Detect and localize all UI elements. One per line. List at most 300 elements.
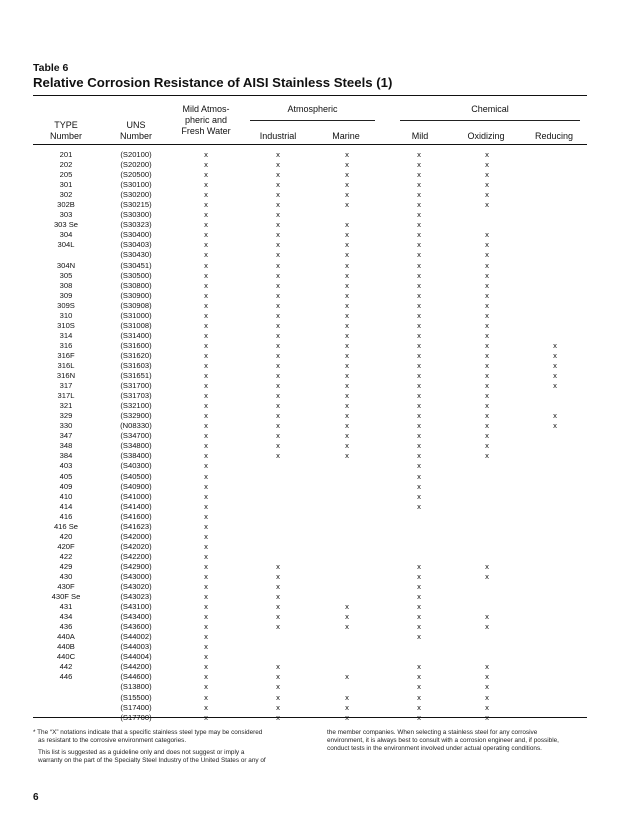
table-label: Table 6 — [33, 62, 69, 74]
header-rule — [33, 144, 587, 145]
cell-mild-fresh-water: x — [204, 310, 208, 320]
cell-mild-fresh-water: x — [204, 461, 208, 471]
cell-uns: (S44002) — [120, 632, 152, 642]
cell-marine: x — [345, 712, 349, 722]
cell-marine: x — [345, 290, 349, 300]
cell-oxidizing: x — [485, 451, 489, 461]
cell-mild-fresh-water: x — [204, 260, 208, 270]
cell-oxidizing: x — [485, 411, 489, 421]
page-number: 6 — [33, 792, 39, 803]
table-row — [0, 341, 638, 351]
cell-industrial: x — [276, 150, 280, 159]
cell-type: 304 — [59, 230, 73, 240]
cell-uns: (S32900) — [120, 411, 152, 421]
footnote-asterisk-line2: as resistant to the corrosive environment categories. — [38, 737, 187, 744]
cell-mild-fresh-water: x — [204, 240, 208, 250]
cell-oxidizing: x — [485, 612, 489, 622]
cell-mild-fresh-water: x — [204, 521, 208, 531]
cell-oxidizing: x — [485, 571, 489, 581]
cell-marine: x — [345, 250, 349, 260]
table-row — [0, 512, 638, 522]
cell-chemical-mild: x — [417, 330, 421, 340]
table-row — [0, 240, 638, 250]
cell-chemical-mild: x — [417, 592, 421, 602]
cell-uns: (S40300) — [120, 461, 152, 471]
cell-uns: (N08330) — [120, 421, 152, 431]
cell-type: 201 — [59, 150, 73, 159]
cell-type: 431 — [59, 602, 73, 612]
header-mild-line3: Fresh Water — [181, 126, 231, 136]
cell-marine: x — [345, 190, 349, 200]
cell-oxidizing: x — [485, 240, 489, 250]
cell-type: 316F — [57, 350, 75, 360]
cell-uns: (S38400) — [120, 451, 152, 461]
cell-uns: (S32100) — [120, 401, 152, 411]
cell-chemical-mild: x — [417, 582, 421, 592]
table-row — [0, 622, 638, 632]
cell-mild-fresh-water: x — [204, 692, 208, 702]
table-row — [0, 492, 638, 502]
cell-chemical-mild: x — [417, 290, 421, 300]
cell-mild-fresh-water: x — [204, 170, 208, 180]
cell-industrial: x — [276, 310, 280, 320]
cell-industrial: x — [276, 260, 280, 270]
cell-mild-fresh-water: x — [204, 230, 208, 240]
cell-marine: x — [345, 230, 349, 240]
cell-uns: (S30403) — [120, 240, 152, 250]
cell-uns: (S31008) — [120, 320, 152, 330]
cell-uns: (S30451) — [120, 260, 152, 270]
table-row — [0, 682, 638, 692]
cell-reducing: x — [553, 340, 557, 350]
cell-oxidizing: x — [485, 391, 489, 401]
cell-uns: (S41623) — [120, 521, 152, 531]
cell-oxidizing: x — [485, 662, 489, 672]
footnote-right-line3: conduct tests in the environment involved under actual operating conditions. — [327, 745, 542, 752]
cell-chemical-mild: x — [417, 360, 421, 370]
cell-uns: (S43023) — [120, 592, 152, 602]
cell-type: 309 — [59, 290, 73, 300]
cell-industrial: x — [276, 200, 280, 210]
cell-oxidizing: x — [485, 310, 489, 320]
cell-type: 430F — [57, 582, 75, 592]
cell-mild-fresh-water: x — [204, 200, 208, 210]
table-row — [0, 371, 638, 381]
cell-chemical-mild: x — [417, 561, 421, 571]
cell-type: 317 — [59, 381, 73, 391]
cell-uns: (S44200) — [120, 662, 152, 672]
cell-uns: (S31400) — [120, 330, 152, 340]
cell-uns: (S31603) — [120, 360, 152, 370]
cell-oxidizing: x — [485, 180, 489, 190]
table-row — [0, 200, 638, 210]
table-row — [0, 582, 638, 592]
table-row — [0, 351, 638, 361]
table-row — [0, 562, 638, 572]
cell-type: 321 — [59, 401, 73, 411]
cell-mild-fresh-water: x — [204, 441, 208, 451]
cell-marine: x — [345, 622, 349, 632]
table-row — [0, 703, 638, 713]
cell-uns: (S41000) — [120, 491, 152, 501]
cell-chemical-mild: x — [417, 371, 421, 381]
cell-industrial: x — [276, 441, 280, 451]
cell-type: 420F — [57, 541, 75, 551]
cell-uns: (S30215) — [120, 200, 152, 210]
cell-oxidizing: x — [485, 441, 489, 451]
cell-mild-fresh-water: x — [204, 401, 208, 411]
cell-industrial: x — [276, 190, 280, 200]
cell-mild-fresh-water: x — [204, 511, 208, 521]
cell-type: 305 — [59, 270, 73, 280]
cell-type: 329 — [59, 411, 73, 421]
cell-marine: x — [345, 360, 349, 370]
cell-industrial: x — [276, 622, 280, 632]
cell-uns: (S20200) — [120, 160, 152, 170]
cell-marine: x — [345, 411, 349, 421]
cell-oxidizing: x — [485, 160, 489, 170]
cell-type: 303 Se — [53, 220, 79, 230]
cell-uns: (S13800) — [120, 682, 152, 692]
header-uns-line1: UNS — [126, 120, 146, 130]
cell-industrial: x — [276, 672, 280, 682]
cell-chemical-mild: x — [417, 350, 421, 360]
cell-oxidizing: x — [485, 672, 489, 682]
cell-oxidizing: x — [485, 381, 489, 391]
header-type-line2: Number — [49, 131, 82, 141]
cell-reducing: x — [553, 421, 557, 431]
cell-marine: x — [345, 270, 349, 280]
cell-mild-fresh-water: x — [204, 391, 208, 401]
table-row — [0, 331, 638, 341]
cell-uns: (S44004) — [120, 652, 152, 662]
cell-uns: (S34800) — [120, 441, 152, 451]
cell-oxidizing: x — [485, 260, 489, 270]
cell-uns: (S30430) — [120, 250, 152, 260]
cell-mild-fresh-water: x — [204, 290, 208, 300]
table-row — [0, 451, 638, 461]
cell-reducing: x — [553, 350, 557, 360]
cell-marine: x — [345, 391, 349, 401]
cell-mild-fresh-water: x — [204, 250, 208, 260]
cell-oxidizing: x — [485, 330, 489, 340]
cell-oxidizing: x — [485, 421, 489, 431]
cell-marine: x — [345, 692, 349, 702]
cell-mild-fresh-water: x — [204, 642, 208, 652]
cell-uns: (S30300) — [120, 210, 152, 220]
table-row — [0, 542, 638, 552]
cell-industrial: x — [276, 220, 280, 230]
cell-type: 310S — [57, 320, 75, 330]
footnote-guideline-line1: This list is suggested as a guideline only and does not suggest or imply a — [38, 749, 245, 756]
cell-mild-fresh-water: x — [204, 481, 208, 491]
cell-industrial: x — [276, 250, 280, 260]
cell-industrial: x — [276, 421, 280, 431]
cell-chemical-mild: x — [417, 491, 421, 501]
cell-mild-fresh-water: x — [204, 662, 208, 672]
cell-mild-fresh-water: x — [204, 491, 208, 501]
table-row — [0, 632, 638, 642]
cell-marine: x — [345, 170, 349, 180]
cell-marine: x — [345, 160, 349, 170]
cell-chemical-mild: x — [417, 150, 421, 159]
footnote-asterisk-line1: * The “X” notations indicate that a specific stainless steel type may be considered — [33, 729, 263, 736]
cell-industrial: x — [276, 582, 280, 592]
header-chemical-mild: Mild — [411, 131, 429, 141]
cell-uns: (S42020) — [120, 541, 152, 551]
cell-type: 409 — [59, 481, 73, 491]
cell-industrial: x — [276, 612, 280, 622]
cell-mild-fresh-water: x — [204, 360, 208, 370]
cell-mild-fresh-water: x — [204, 150, 208, 159]
cell-chemical-mild: x — [417, 320, 421, 330]
table-row — [0, 301, 638, 311]
cell-mild-fresh-water: x — [204, 712, 208, 722]
cell-chemical-mild: x — [417, 481, 421, 491]
cell-oxidizing: x — [485, 360, 489, 370]
cell-marine: x — [345, 421, 349, 431]
cell-mild-fresh-water: x — [204, 622, 208, 632]
table-row — [0, 472, 638, 482]
cell-reducing: x — [553, 371, 557, 381]
cell-mild-fresh-water: x — [204, 210, 208, 220]
cell-type: 316N — [56, 371, 76, 381]
table-title: Relative Corrosion Resistance of AISI Stainless Steels (1) — [33, 75, 393, 90]
cell-type: 202 — [59, 160, 73, 170]
cell-uns: (S31703) — [120, 391, 152, 401]
cell-type: 205 — [59, 170, 73, 180]
cell-industrial: x — [276, 230, 280, 240]
cell-uns: (S20500) — [120, 170, 152, 180]
cell-marine: x — [345, 602, 349, 612]
cell-type: 440C — [56, 652, 76, 662]
cell-chemical-mild: x — [417, 441, 421, 451]
cell-industrial: x — [276, 391, 280, 401]
table-row — [0, 261, 638, 271]
cell-uns: (S30800) — [120, 280, 152, 290]
cell-oxidizing: x — [485, 320, 489, 330]
cell-marine: x — [345, 320, 349, 330]
cell-chemical-mild: x — [417, 571, 421, 581]
table-row — [0, 180, 638, 190]
cell-uns: (S30400) — [120, 230, 152, 240]
cell-type: 416 Se — [53, 521, 79, 531]
cell-industrial: x — [276, 692, 280, 702]
table-row — [0, 391, 638, 401]
cell-chemical-mild: x — [417, 240, 421, 250]
cell-type: 348 — [59, 441, 73, 451]
table-row — [0, 461, 638, 471]
cell-industrial: x — [276, 320, 280, 330]
cell-mild-fresh-water: x — [204, 471, 208, 481]
cell-industrial: x — [276, 712, 280, 722]
cell-mild-fresh-water: x — [204, 330, 208, 340]
cell-mild-fresh-water: x — [204, 411, 208, 421]
footnote-right — [327, 729, 592, 753]
cell-uns: (S34700) — [120, 431, 152, 441]
header-mild-fresh-water — [170, 104, 242, 137]
cell-industrial: x — [276, 602, 280, 612]
cell-uns: (S43600) — [120, 622, 152, 632]
cell-type: 316L — [57, 360, 75, 370]
table-row — [0, 381, 638, 391]
cell-chemical-mild: x — [417, 210, 421, 220]
cell-type: 330 — [59, 421, 73, 431]
footnote-guideline-line2: warranty on the part of the Specialty Steel Industry of the United States or any of — [38, 757, 266, 764]
cell-industrial: x — [276, 662, 280, 672]
cell-uns: (S40900) — [120, 481, 152, 491]
footnote-right-line2: environment, it is always best to consult with a corrosion engineer and, if possible, — [327, 737, 559, 744]
cell-oxidizing: x — [485, 150, 489, 159]
cell-industrial: x — [276, 592, 280, 602]
cell-uns: (S31620) — [120, 350, 152, 360]
cell-type: 309S — [57, 300, 75, 310]
cell-oxidizing: x — [485, 170, 489, 180]
cell-type: 429 — [59, 561, 73, 571]
cell-oxidizing: x — [485, 431, 489, 441]
table-row — [0, 281, 638, 291]
cell-type: 347 — [59, 431, 73, 441]
cell-uns: (S30500) — [120, 270, 152, 280]
header-uns — [108, 120, 164, 142]
cell-type: 310 — [59, 310, 73, 320]
cell-reducing: x — [553, 381, 557, 391]
cell-chemical-mild: x — [417, 692, 421, 702]
cell-mild-fresh-water: x — [204, 371, 208, 381]
cell-chemical-mild: x — [417, 300, 421, 310]
cell-chemical-mild: x — [417, 662, 421, 672]
cell-type: 317L — [57, 391, 75, 401]
cell-type: 420 — [59, 531, 73, 541]
cell-marine: x — [345, 672, 349, 682]
cell-mild-fresh-water: x — [204, 190, 208, 200]
cell-type: 304L — [57, 240, 75, 250]
cell-industrial: x — [276, 210, 280, 220]
cell-uns: (S41400) — [120, 501, 152, 511]
cell-mild-fresh-water: x — [204, 501, 208, 511]
cell-chemical-mild: x — [417, 401, 421, 411]
cell-industrial: x — [276, 401, 280, 411]
cell-oxidizing: x — [485, 702, 489, 712]
cell-mild-fresh-water: x — [204, 602, 208, 612]
cell-industrial: x — [276, 300, 280, 310]
cell-mild-fresh-water: x — [204, 180, 208, 190]
cell-type: 436 — [59, 622, 73, 632]
cell-chemical-mild: x — [417, 712, 421, 722]
cell-uns: (S15500) — [120, 692, 152, 702]
cell-industrial: x — [276, 381, 280, 391]
cell-industrial: x — [276, 160, 280, 170]
cell-uns: (S17700) — [120, 712, 152, 722]
cell-oxidizing: x — [485, 340, 489, 350]
table-row — [0, 160, 638, 170]
cell-oxidizing: x — [485, 682, 489, 692]
cell-uns: (S43000) — [120, 571, 152, 581]
cell-industrial: x — [276, 240, 280, 250]
cell-mild-fresh-water: x — [204, 340, 208, 350]
table-row — [0, 431, 638, 441]
cell-oxidizing: x — [485, 290, 489, 300]
cell-mild-fresh-water: x — [204, 571, 208, 581]
table-row — [0, 230, 638, 240]
cell-mild-fresh-water: x — [204, 160, 208, 170]
table-row — [0, 421, 638, 431]
cell-uns: (S30323) — [120, 220, 152, 230]
table-row — [0, 652, 638, 662]
cell-chemical-mild: x — [417, 250, 421, 260]
cell-industrial: x — [276, 702, 280, 712]
header-uns-line2: Number — [119, 131, 152, 141]
cell-oxidizing: x — [485, 190, 489, 200]
cell-marine: x — [345, 180, 349, 190]
cell-chemical-mild: x — [417, 461, 421, 471]
cell-type: 303 — [59, 210, 73, 220]
cell-mild-fresh-water: x — [204, 381, 208, 391]
cell-type: 440B — [57, 642, 75, 652]
cell-chemical-mild: x — [417, 612, 421, 622]
cell-mild-fresh-water: x — [204, 270, 208, 280]
cell-industrial: x — [276, 431, 280, 441]
header-type — [38, 120, 94, 142]
title-rule — [33, 95, 587, 96]
cell-type: 301 — [59, 180, 73, 190]
cell-uns: (S44600) — [120, 672, 152, 682]
cell-uns: (S40500) — [120, 471, 152, 481]
cell-industrial: x — [276, 360, 280, 370]
cell-chemical-mild: x — [417, 421, 421, 431]
cell-uns: (S30900) — [120, 290, 152, 300]
header-mild-line2: pheric and — [184, 115, 228, 125]
cell-oxidizing: x — [485, 712, 489, 722]
cell-chemical-mild: x — [417, 180, 421, 190]
header-industrial: Industrial — [259, 131, 297, 141]
table-body — [0, 150, 638, 723]
cell-chemical-mild: x — [417, 230, 421, 240]
table-row — [0, 602, 638, 612]
cell-oxidizing: x — [485, 200, 489, 210]
cell-type: 422 — [59, 551, 73, 561]
table-row — [0, 482, 638, 492]
header-marine: Marine — [332, 131, 360, 141]
cell-type: 384 — [59, 451, 73, 461]
header-oxidizing: Oxidizing — [467, 131, 505, 141]
cell-chemical-mild: x — [417, 622, 421, 632]
cell-uns: (S30100) — [120, 180, 152, 190]
cell-chemical-mild: x — [417, 280, 421, 290]
cell-industrial: x — [276, 451, 280, 461]
cell-uns: (S31600) — [120, 340, 152, 350]
cell-type: 416 — [59, 511, 73, 521]
cell-mild-fresh-water: x — [204, 561, 208, 571]
cell-uns: (S17400) — [120, 702, 152, 712]
cell-marine: x — [345, 350, 349, 360]
table-row — [0, 250, 638, 260]
cell-marine: x — [345, 260, 349, 270]
cell-marine: x — [345, 401, 349, 411]
cell-type: 302B — [57, 200, 75, 210]
cell-marine: x — [345, 240, 349, 250]
cell-type: 440A — [57, 632, 75, 642]
cell-mild-fresh-water: x — [204, 702, 208, 712]
cell-marine: x — [345, 200, 349, 210]
table-row — [0, 190, 638, 200]
cell-reducing: x — [553, 360, 557, 370]
cell-industrial: x — [276, 350, 280, 360]
cell-mild-fresh-water: x — [204, 582, 208, 592]
cell-mild-fresh-water: x — [204, 541, 208, 551]
cell-uns: (S30200) — [120, 190, 152, 200]
table-row — [0, 321, 638, 331]
